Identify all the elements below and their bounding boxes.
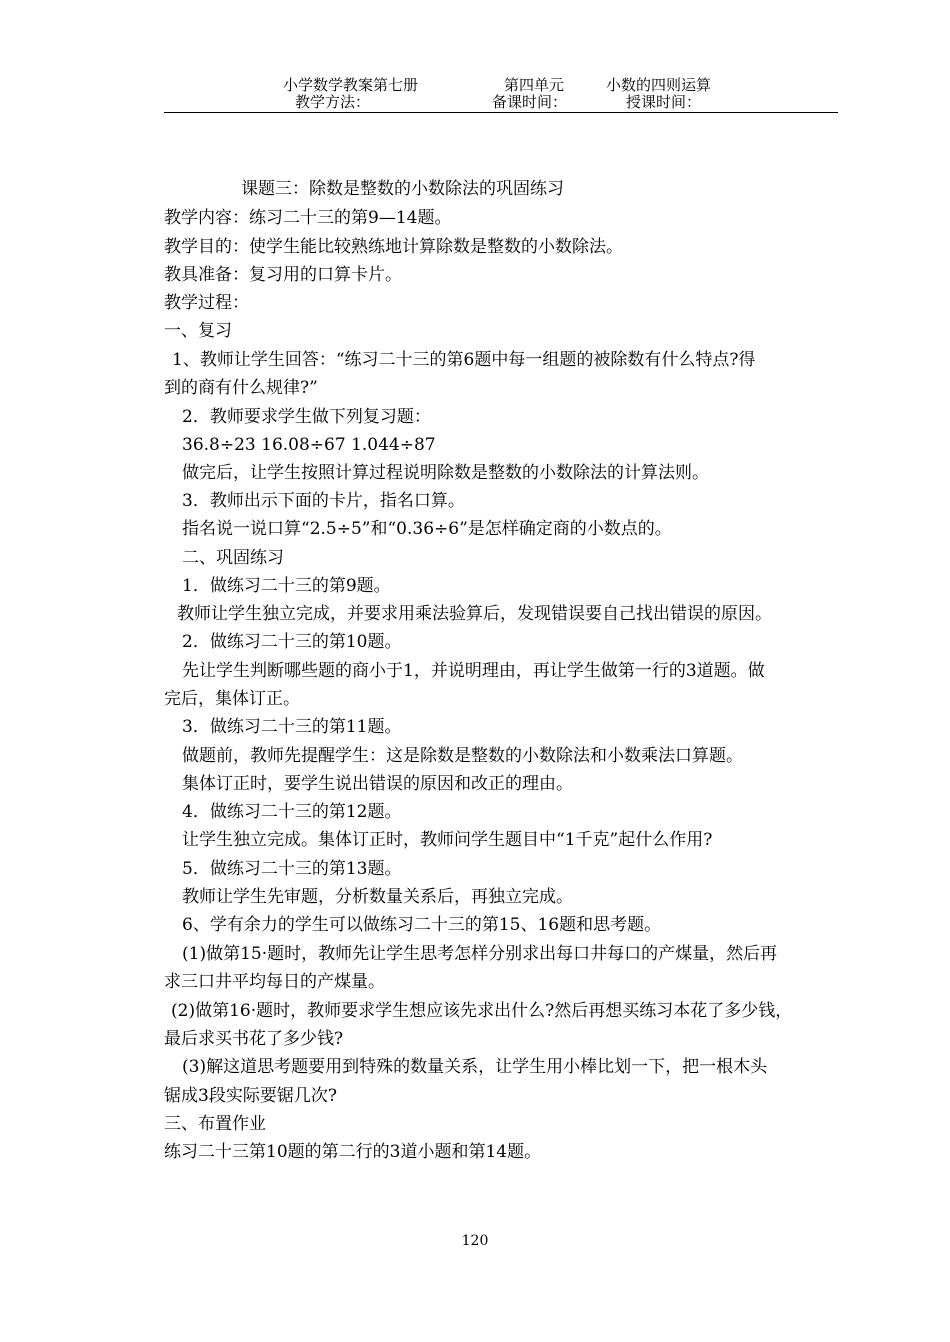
lesson-content: 教学内容：练习二十三的第9—14题。 — [164, 208, 452, 228]
body-line: 1、教师让学生回答：“练习二十三的第6题中每一组题的被除数有什么特点?得 — [172, 350, 756, 370]
body-line: 36.8÷23 16.08÷67 1.044÷87 — [182, 435, 436, 455]
body-line: 6、学有余力的学生可以做练习二十三的第15、16题和思考题。 — [182, 915, 662, 935]
body-line: 让学生独立完成。集体订正时，教师问学生题目中“1千克”起什么作用? — [182, 830, 713, 850]
lesson-title: 课题三：除数是整数的小数除法的巩固练习 — [241, 179, 564, 199]
body-line: 3．教师出示下面的卡片，指名口算。 — [182, 491, 465, 511]
body-line: (3)解这道思考题要用到特殊的数量关系，让学生用小棒比划一下，把一根木头 — [182, 1057, 768, 1077]
body-line: 指名说一说口算“2.5÷5”和“0.36÷6”是怎样确定商的小数点的。 — [182, 519, 672, 539]
body-line: 锯成3段实际要锯几次? — [164, 1086, 337, 1106]
header-topic: 小数的四则运算 — [606, 76, 712, 94]
lesson-process: 教学过程： — [164, 293, 249, 313]
header-book: 小学数学教案第七册 — [283, 76, 419, 94]
header-prep-time-label: 备课时间： — [492, 93, 568, 111]
body-line: 2．做练习二十三的第10题。 — [182, 632, 402, 652]
body-line: 4．做练习二十三的第12题。 — [182, 802, 402, 822]
page-header — [164, 74, 838, 113]
body-line: (1)做第15·题时，教师先让学生思考怎样分别求出每口井每口的产煤量，然后再 — [182, 944, 778, 964]
body-line: 教师让学生独立完成，并要求用乘法验算后，发现错误要自己找出错误的原因。 — [177, 604, 772, 624]
body-line: 完后，集体订正。 — [164, 689, 300, 709]
section-heading-review: 一、复习 — [164, 321, 232, 341]
body-line: 集体订正时，要学生说出错误的原因和改正的理由。 — [182, 774, 573, 794]
body-line: 5．做练习二十三的第13题。 — [182, 859, 402, 879]
body-line: 教师让学生先审题，分析数量关系后，再独立完成。 — [182, 887, 573, 907]
section-heading-practice: 二、巩固练习 — [182, 548, 284, 568]
body-line: 3．做练习二十三的第11题。 — [182, 717, 402, 737]
header-unit: 第四单元 — [504, 76, 565, 94]
body-line: 到的商有什么规律?” — [164, 378, 318, 398]
page-number: 120 — [461, 1233, 489, 1249]
body-line: 先让学生判断哪些题的商小于1，并说明理由，再让学生做第一行的3道题。做 — [182, 661, 765, 681]
body-line: 最后求买书花了多少钱? — [164, 1029, 344, 1049]
lesson-goal: 教学目的：使学生能比较熟练地计算除数是整数的小数除法。 — [164, 237, 623, 257]
section-heading-homework: 三、布置作业 — [164, 1114, 266, 1134]
body-line: 做完后，让学生按照计算过程说明除数是整数的小数除法的计算法则。 — [182, 463, 709, 483]
header-method-label: 教学方法： — [295, 93, 371, 111]
body-line: 求三口井平均每日的产煤量。 — [164, 972, 385, 992]
body-line: 1．做练习二十三的第9题。 — [182, 576, 391, 596]
body-line: 练习二十三第10题的第二行的3道小题和第14题。 — [164, 1142, 542, 1162]
body-line: (2)做第16·题时，教师要求学生想应该先求出什么?然后再想买练习本花了多少钱， — [171, 1001, 793, 1021]
body-line: 2．教师要求学生做下列复习题： — [182, 407, 431, 427]
body-line: 做题前，教师先提醒学生：这是除数是整数的小数除法和小数乘法口算题。 — [182, 746, 743, 766]
lesson-tools: 教具准备：复习用的口算卡片。 — [164, 265, 402, 285]
header-teach-time-label: 授课时间： — [626, 93, 702, 111]
